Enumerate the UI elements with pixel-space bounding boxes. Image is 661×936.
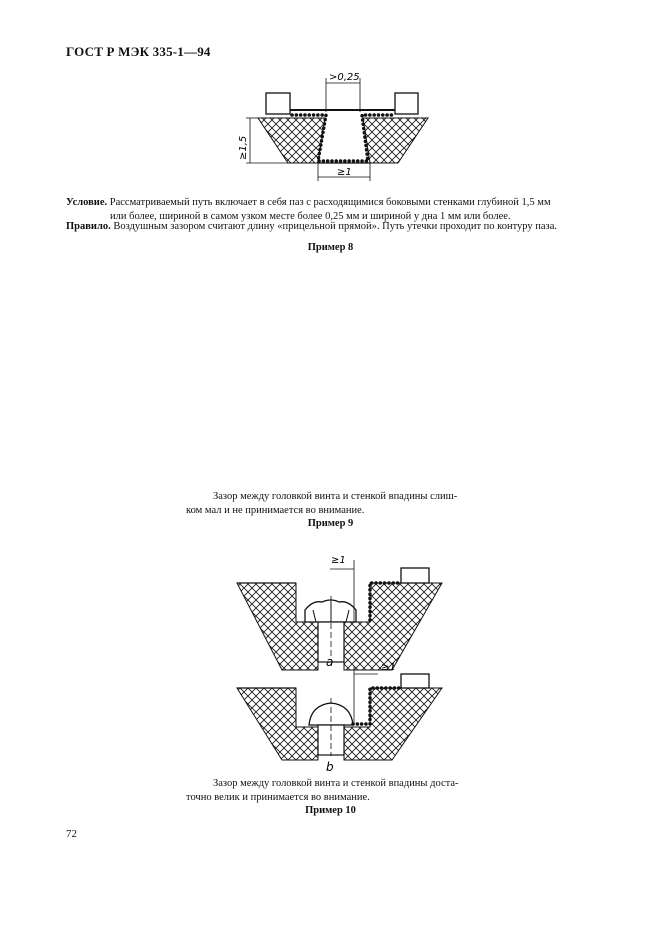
example-10-note	[186, 777, 486, 805]
page-number: 72	[66, 828, 77, 840]
dim-label-top: >0,25	[329, 72, 360, 83]
example-10-note-line1: Зазор между головкой винта и стенкой впадины доста-	[213, 778, 459, 789]
condition-line1: Рассматриваемый путь включает в себя паз с расходящимися боковыми стенками глубиной 1,5 мм	[109, 197, 551, 208]
example-8-caption: Пример 8	[307, 242, 354, 253]
condition-term: Условие.	[66, 197, 108, 208]
example-10-note-line2: точно велик и принимается во внимание.	[186, 792, 370, 803]
example-9-note-line2: ком мал и не принимается во внимание.	[186, 505, 365, 516]
rule-term: Правило.	[66, 221, 111, 232]
example-9-note-line1: Зазор между головкой винта и стенкой впадины слиш-	[213, 491, 458, 502]
figure-label-b: b	[326, 760, 334, 774]
dim-label-a: ≥1	[331, 555, 346, 566]
conductor-b	[401, 674, 429, 688]
hatched-material-b-left	[237, 688, 318, 760]
dim-label-side: ≥1,5	[238, 135, 249, 160]
example-10-caption: Пример 10	[305, 805, 356, 816]
figure-a	[237, 555, 442, 670]
conductor-a	[401, 568, 429, 583]
example-9-caption: Пример 9	[307, 518, 354, 529]
figure-label-a: a	[326, 655, 334, 669]
rule-text: Воздушным зазором считают длину «прицельной прямой». Путь утечки проходит по контуру паза.	[113, 221, 557, 232]
condition-line2: или более, шириной в самом узком месте более 0,25 мм и шириной у дна 1 мм или более.	[110, 211, 511, 222]
document-header: ГОСТ Р МЭК 335-1—94	[66, 44, 211, 59]
figure-b	[237, 662, 442, 774]
hatched-material-a-left	[237, 583, 318, 670]
dim-label-b: ≥1	[381, 662, 396, 673]
hatched-material-a-right	[344, 583, 442, 670]
dim-label-bottom: ≥1	[337, 167, 352, 178]
